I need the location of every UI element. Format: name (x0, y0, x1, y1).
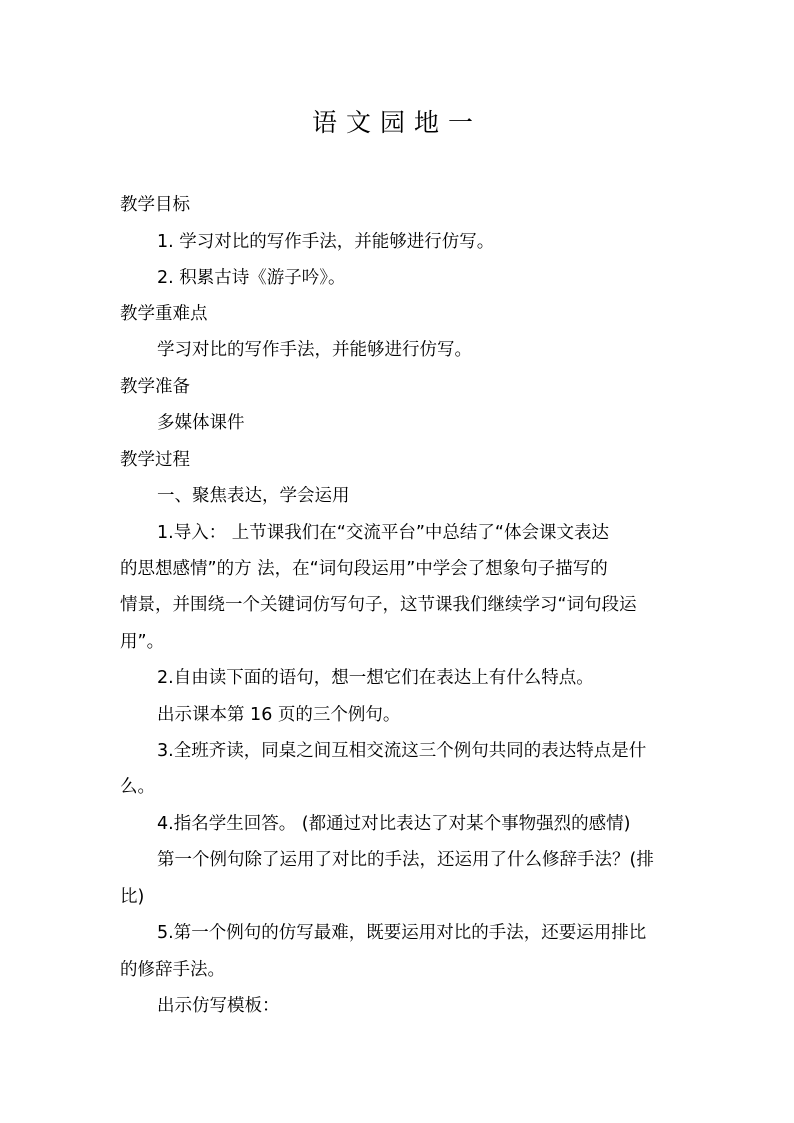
document-title: 语文园地一 (311, 108, 482, 137)
paragraph-line: 出示仿写模板： (157, 996, 280, 1016)
paragraph-line: 1.导入： 上节课我们在“交流平台”中总结了“体会课文表达 (157, 523, 609, 543)
paragraph-line: 比) (120, 887, 145, 907)
paragraph-line: 学习对比的写作手法，并能够进行仿写。 (157, 340, 472, 360)
paragraph-line: 的修辞手法。 (120, 960, 225, 980)
paragraph-line: 3.全班齐读，同桌之间互相交流这三个例句共同的表达特点是什 (157, 741, 647, 761)
paragraph-line: 2.自由读下面的语句，想一想它们在表达上有什么特点。 (157, 668, 594, 688)
paragraph-line: 多媒体课件 (157, 413, 245, 433)
paragraph-line: 4.指名学生回答。 (都通过对比表达了对某个事物强烈的感情) (157, 814, 631, 834)
paragraph-line: 出示课本第 16 页的三个例句。 (157, 705, 401, 725)
section-heading-preparation: 教学准备 (120, 377, 190, 397)
paragraph-line: 么。 (120, 777, 155, 797)
paragraph-line: 用”。 (120, 632, 165, 652)
paragraph-line: 2. 积累古诗《游子吟》。 (157, 268, 346, 288)
section-heading-objectives: 教学目标 (120, 195, 190, 215)
paragraph-line: 情景，并围绕一个关键词仿写句子，这节课我们继续学习“词句段运 (120, 595, 637, 615)
section-heading-key-points: 教学重难点 (120, 304, 208, 324)
paragraph-line: 的思想感情”的方 法，在“词句段运用”中学会了想象句子描写的 (120, 559, 608, 579)
paragraph-line: 5.第一个例句的仿写最难，既要运用对比的手法，还要运用排比 (157, 923, 647, 943)
paragraph-line: 第一个例句除了运用了对比的手法，还运用了什么修辞手法？(排 (157, 850, 654, 870)
paragraph-line: 一、聚焦表达，学会运用 (157, 486, 350, 506)
section-heading-process: 教学过程 (120, 450, 190, 470)
paragraph-line: 1. 学习对比的写作手法，并能够进行仿写。 (157, 232, 495, 252)
